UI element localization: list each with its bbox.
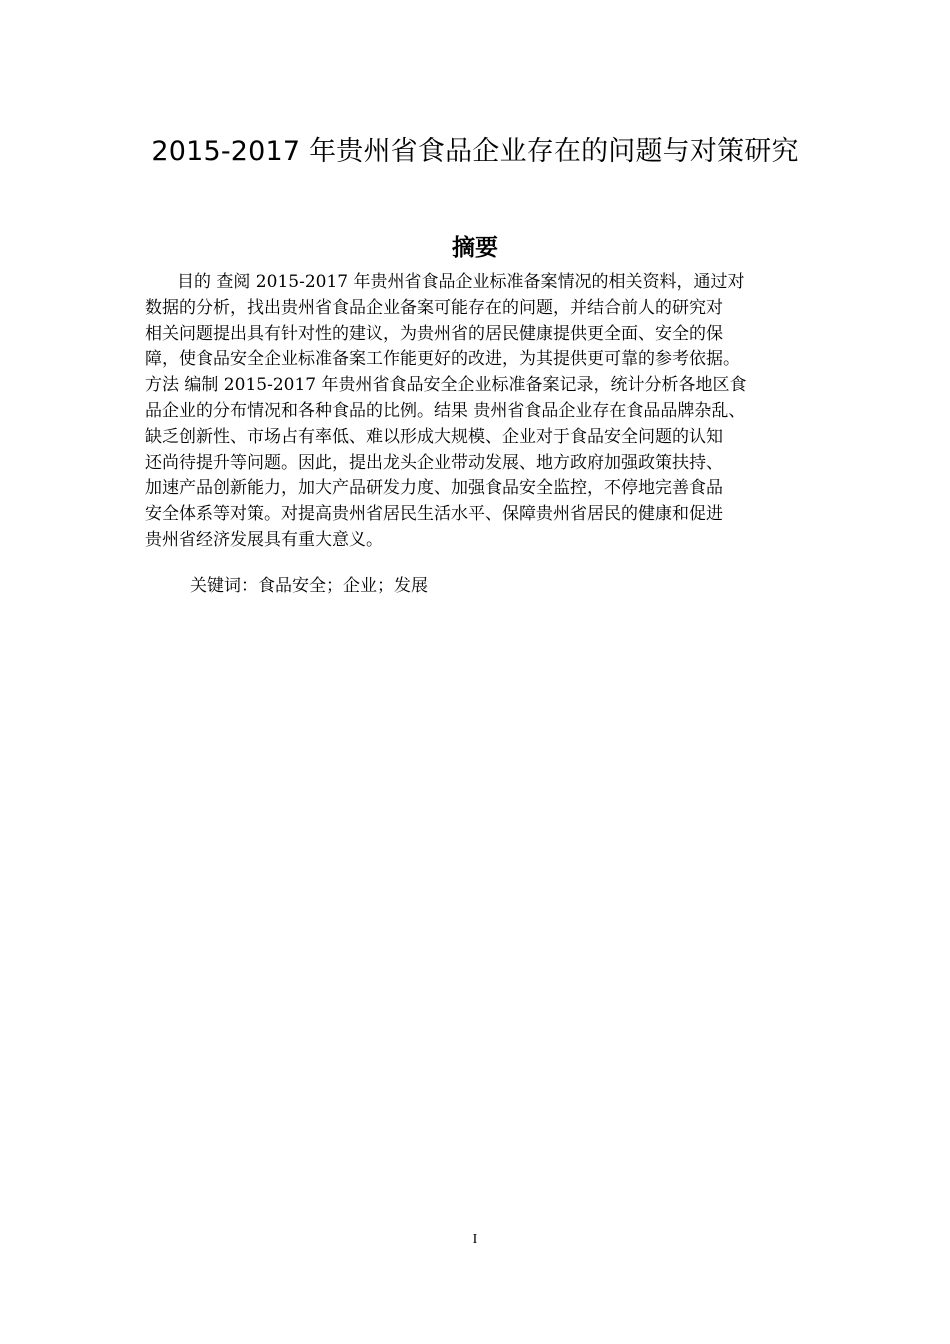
abstract-line: 相关问题提出具有针对性的建议，为贵州省的居民健康提供更全面、安全的保 — [145, 323, 723, 344]
abstract-line: 加速产品创新能力，加大产品研发力度、加强食品安全监控，不停地完善食品 — [145, 478, 723, 499]
abstract-line: 缺乏创新性、市场占有率低、难以形成大规模、企业对于食品安全问题的认知 — [145, 426, 723, 447]
abstract-line: 数据的分析，找出贵州省食品企业备案可能存在的问题，并结合前人的研究对 — [145, 297, 723, 318]
abstract-line: 目的 查阅 2015-2017 年贵州省食品企业标准备案情况的相关资料，通过对 — [177, 272, 745, 292]
abstract-line: 贵州省经济发展具有重大意义。 — [145, 529, 383, 550]
abstract-body — [145, 270, 810, 554]
abstract-line: 还尚待提升等问题。因此，提出龙头企业带动发展、地方政府加强政策扶持、 — [145, 452, 723, 473]
abstract-line: 方法 编制 2015-2017 年贵州省食品安全企业标准备案记录，统计分析各地区食 — [145, 375, 747, 396]
keywords-line: 关键词：食品安全；企业；发展 — [190, 576, 428, 596]
abstract-line: 安全体系等对策。对提高贵州省居民生活水平、保障贵州省居民的健康和促进 — [145, 504, 723, 525]
abstract-line: 障，使食品安全企业标准备案工作能更好的改进，为其提供更可靠的参考依据。 — [145, 349, 740, 370]
abstract-heading: 摘要 — [452, 235, 498, 261]
abstract-line: 品企业的分布情况和各种食品的比例。结果 贵州省食品企业存在食品品牌杂乱、 — [145, 400, 746, 421]
document-title: 2015-2017 年贵州省食品企业存在的问题与对策研究 — [151, 136, 799, 167]
page-number: I — [472, 1232, 478, 1247]
